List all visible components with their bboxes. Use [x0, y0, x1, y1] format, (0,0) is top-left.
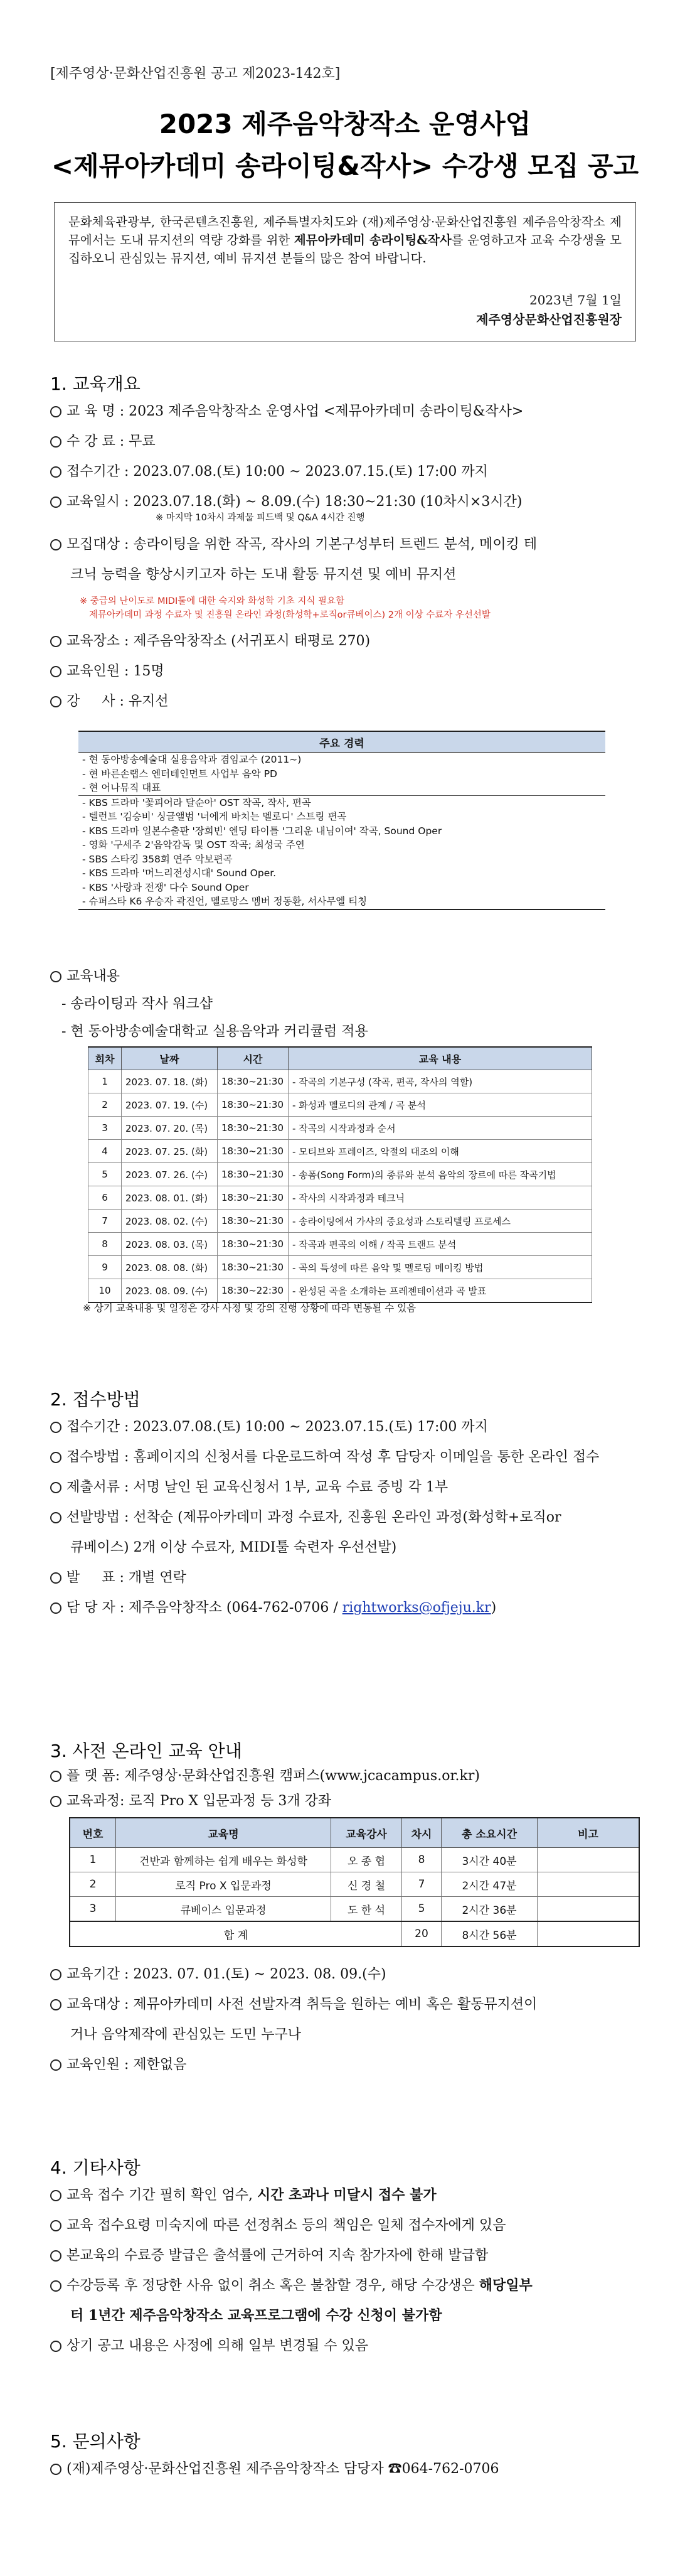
s3-count: 교육인원 : 제한없음: [50, 2054, 186, 2073]
s1-target-note-1: ※ 중급의 난이도로 MIDI툴에 대한 숙지와 화성학 기초 지식 필요함: [80, 596, 345, 606]
bullet-circle-icon: [50, 636, 61, 647]
bullet-circle-icon: [50, 666, 61, 677]
online-col-remark: 비고: [538, 1818, 640, 1848]
s1-target-cont: 크닉 능력을 향상시키고자 하는 도내 활동 뮤지션 및 예비 뮤지션: [70, 567, 457, 582]
table-row: 10 2023. 08. 09. (수) 18:30~22:30 - 완성된 곡을 소개하는 프레젠테이션과 곡 발표: [88, 1279, 592, 1303]
career-header: 주요 경력: [78, 731, 605, 753]
career-item: - 영화 '구세주 2'음악감독 및 OST 작곡; 최성국 주연: [82, 839, 305, 851]
s1-apply-period: 접수기간 : 2023.07.08.(토) 10:00 ~ 2023.07.15.(토) 17:00 까지: [50, 461, 488, 480]
section-3-heading: 3. 사전 온라인 교육 안내: [50, 1741, 242, 1761]
career-item: - KBS 드라마 '머느리전성시대' Sound Oper.: [82, 867, 277, 879]
table-row: 6 2023. 08. 01. (화) 18:30~21:30 - 작사의 시작과정과 테크닉: [88, 1186, 592, 1210]
table-row: 9 2023. 08. 08. (화) 18:30~21:30 - 곡의 특성에 따른 음악 및 멜로딩 메이킹 방법: [88, 1256, 592, 1279]
s2-contact: 담 당 자 : 제주음악창작소 (064-762-0706 / rightworks@ofjeju.kr): [50, 1597, 496, 1616]
career-item: - SBS 스타킹 358회 연주 악보편곡: [82, 853, 233, 865]
intro-org: 제주영상문화산업진흥원장: [476, 312, 622, 327]
bullet-circle-icon: [50, 1796, 61, 1807]
table-row: 1 2023. 07. 18. (화) 18:30~21:30 - 작곡의 기본구성 (작곡, 편곡, 작사의 역할): [88, 1070, 592, 1093]
s4-item-4-cont: 터 1년간 제주음악창작소 교육프로그램에 수강 신청이 불가함: [70, 2307, 442, 2324]
bullet-circle-icon: [50, 2190, 61, 2201]
section-2-heading: 2. 접수방법: [50, 1389, 141, 1410]
bullet-circle-icon: [50, 2250, 61, 2262]
sched-col-time: 시간: [218, 1047, 289, 1070]
s1-content-2: - 현 동아방송예술대학교 실용음악과 커리큘럼 적용: [61, 1024, 368, 1039]
bullet-circle-icon: [50, 466, 61, 478]
career-item: - 현 동아방송예술대 실용음악과 겸임교수 (2011~): [82, 754, 302, 765]
career-item: - 텔런트 '김승비' 싱글앨범 '너에게 바치는 멜로디' 스트링 편곡: [82, 811, 347, 822]
s2-select: 선발방법 : 선착순 (제뮤아카데미 과정 수료자, 진흥원 온라인 과정(화성학+로직or: [50, 1506, 561, 1526]
s1-place: 교육장소 : 제주음악창작소 (서귀포시 태평로 270): [50, 630, 370, 650]
s1-fee: 수 강 료 : 무료: [50, 431, 156, 450]
career-item: - KBS 드라마 '꽃피어라 달순아' OST 작곡, 작사, 편곡: [82, 797, 311, 808]
s1-count: 교육인원 : 15명: [50, 660, 164, 680]
s3-target: 교육대상 : 제뮤아카데미 사전 선발자격 취득을 원하는 예비 혹은 활동뮤지션이: [50, 1994, 537, 2013]
s2-announce: 발 표 : 개별 연락: [50, 1567, 186, 1586]
page-title: 2023 제주음악창작소 운영사업: [159, 109, 531, 139]
page-subtitle: <제뮤아카데미 송라이팅&작사> 수강생 모집 공고: [51, 151, 639, 181]
s4-item-5: 상기 공고 내용은 사정에 의해 일부 변경될 수 있음: [50, 2335, 368, 2354]
online-col-no: 번호: [70, 1818, 116, 1848]
table-row: 2 로직 Pro X 입문과정 신 경 철 7 2시간 47분: [70, 1872, 639, 1897]
s1-schedule-note: ※ 마지막 10차시 과제물 피드백 및 Q&A 4시간 진행: [156, 513, 365, 523]
online-col-teacher: 교육강사: [331, 1818, 402, 1848]
section-4-heading: 4. 기타사항: [50, 2157, 141, 2178]
bullet-circle-icon: [50, 539, 61, 550]
career-item: - 현 어나뮤직 대표: [78, 781, 605, 795]
schedule-note: ※ 상기 교육내용 및 일정은 강사 사정 및 강의 진행 상황에 따라 변동될 수 있음: [83, 1302, 417, 1314]
bullet-circle-icon: [50, 2280, 61, 2292]
s1-target-note-2: 제뮤아카데미 과정 수료자 및 진흥원 온라인 과정(화성학+로직or큐베이스) 2개 이상 수료자 우선선발: [89, 610, 491, 620]
s3-period: 교육기간 : 2023. 07. 01.(토) ~ 2023. 08. 09.(수): [50, 1963, 386, 1983]
intro-box: [54, 202, 636, 341]
intro-signature: [476, 291, 622, 330]
notice-number: [제주영상·문화산업진흥원 공고 제2023-142호]: [50, 66, 341, 82]
section-5-heading: 5. 문의사항: [50, 2431, 141, 2452]
section-1-heading: 1. 교육개요: [50, 373, 141, 394]
table-row: 1 건반과 함께하는 쉽게 배우는 화성학 오 종 협 8 3시간 40분: [70, 1848, 639, 1872]
s3-target-cont: 거나 음악제작에 관심있는 도민 누구나: [70, 2027, 302, 2042]
bullet-circle-icon: [50, 1969, 61, 1980]
sched-col-round: 회차: [88, 1047, 122, 1070]
bullet-circle-icon: [50, 1771, 61, 1782]
table-row: 2 2023. 07. 19. (수) 18:30~21:30 - 화성과 멜로디의 관계 / 곡 분석: [88, 1093, 592, 1117]
bullet-circle-icon: [50, 2220, 61, 2231]
s1-content: 교육내용: [50, 965, 120, 985]
table-row: 7 2023. 08. 02. (수) 18:30~21:30 - 송라이팅에서 가사의 중요성과 스토리텔링 프로세스: [88, 1210, 592, 1233]
table-row: 5 2023. 07. 26. (수) 18:30~21:30 - 송폼(Song Form)의 종류와 분석 음악의 장르에 따른 작곡기법: [88, 1163, 592, 1186]
s2-select-cont: 큐베이스) 2개 이상 수료자, MIDI툴 숙련자 우선선발): [70, 1540, 397, 1555]
career-item: - 슈퍼스타 K6 우승자 곽진언, 멜로망스 멤버 정동환, 서사무엘 티칭: [78, 894, 605, 910]
bullet-circle-icon: [50, 496, 61, 508]
table-row: 3 큐베이스 입문과정 도 한 석 5 2시간 36분: [70, 1897, 639, 1922]
intro-program-name: 제뮤아카데미 송라이팅&작사: [294, 233, 452, 247]
s2-method: 접수방법 : 홈페이지의 신청서를 다운로드하여 작성 후 담당자 이메일을 통한 온라인 접수: [50, 1446, 599, 1466]
intro-text: 문화체육관광부, 한국콘텐츠진흥원, 제주특별자치도와 (재)제주영상·문화산업진흥원 제주음악창작소 제뮤에서는 도내 뮤지션의 역량 강화를 위한 제뮤아카데미 송라이팅&작사를 운영하고자 교육 수강생을 모집하오니 관심있는 뮤지션, 예비 뮤지션 분들의 많은 참여 바랍니다.: [68, 215, 622, 266]
bullet-circle-icon: [50, 971, 61, 982]
sched-col-date: 날짜: [122, 1047, 218, 1070]
s4-item-4: 수강등록 후 정당한 사유 없이 취소 혹은 불참할 경우, 해당 수강생은 해당일부: [50, 2275, 533, 2294]
schedule-table: [88, 1046, 592, 1303]
bullet-circle-icon: [50, 1572, 61, 1584]
contact-email-link[interactable]: rightworks@ofjeju.kr: [342, 1600, 491, 1616]
bullet-circle-icon: [50, 1512, 61, 1523]
bullet-circle-icon: [50, 436, 61, 448]
career-item: - KBS 드라마 일본수출판 '장희빈' 엔딩 타이틀 '그리운 내님이여' 작곡, Sound Oper: [82, 825, 442, 837]
bullet-circle-icon: [50, 696, 61, 707]
bullet-circle-icon: [50, 406, 61, 417]
bullet-circle-icon: [50, 1602, 61, 1614]
s2-period: 접수기간 : 2023.07.08.(토) 10:00 ~ 2023.07.15.(토) 17:00 까지: [50, 1416, 488, 1436]
bullet-circle-icon: [50, 2464, 61, 2475]
career-item: - 현 바른손랩스 엔터테인먼트 사업부 음악 PD: [82, 768, 277, 780]
table-total-row: 합 계 20 8시간 56분: [70, 1921, 639, 1946]
online-col-duration: 총 소요시간: [442, 1818, 538, 1848]
s1-instructor: 강 사 : 유지선: [50, 690, 169, 710]
s1-target: 모집대상 : 송라이팅을 위한 작곡, 작사의 기본구성부터 트렌드 분석, 메이킹 테: [50, 534, 537, 553]
table-row: 8 2023. 08. 03. (목) 18:30~21:30 - 작곡과 편곡의 이해 / 작곡 트랜드 분석: [88, 1233, 592, 1256]
bullet-circle-icon: [50, 1422, 61, 1433]
table-row: 3 2023. 07. 20. (목) 18:30~21:30 - 작곡의 시작과정과 순서: [88, 1117, 592, 1140]
career-item: - KBS '사랑과 전쟁' 다수 Sound Oper: [82, 881, 249, 893]
s4-item-2: 교육 접수요령 미숙지에 따른 선정취소 등의 책임은 일체 접수자에게 있음: [50, 2214, 506, 2234]
s4-item-1: 교육 접수 기간 필히 확인 엄수, 시간 초과나 미달시 접수 불가: [50, 2184, 437, 2204]
s5-contact: (재)제주영상·문화산업진흥원 제주음악창작소 담당자 ☎064-762-0706: [50, 2458, 499, 2477]
s1-name: 교 육 명 : 2023 제주음악창작소 운영사업 <제뮤아카데미 송라이팅&작사>: [50, 400, 523, 420]
bullet-circle-icon: [50, 1999, 61, 2010]
sched-col-content: 교육 내용: [289, 1047, 592, 1070]
s2-docs: 제출서류 : 서명 날인 된 교육신청서 1부, 교육 수료 증빙 각 1부: [50, 1476, 448, 1496]
bullet-circle-icon: [50, 1452, 61, 1463]
online-col-name: 교육명: [116, 1818, 331, 1848]
bullet-circle-icon: [50, 1482, 61, 1493]
instructor-career-table: [78, 731, 605, 910]
online-col-sessions: 차시: [402, 1818, 442, 1848]
s4-item-3: 본교육의 수료증 발급은 출석률에 근거하여 지속 참가자에 한해 발급함: [50, 2245, 488, 2264]
s1-content-1: - 송라이팅과 작사 워크샵: [61, 996, 213, 1012]
bullet-circle-icon: [50, 2341, 61, 2352]
intro-date: 2023년 7월 1일: [529, 292, 622, 308]
s3-platform: 플 랫 폼: 제주영상·문화산업진흥원 캠퍼스(www.jcacampus.or.kr): [50, 1765, 480, 1784]
table-row: 4 2023. 07. 25. (화) 18:30~21:30 - 모티브와 프레이즈, 악절의 대조의 이해: [88, 1140, 592, 1163]
bullet-circle-icon: [50, 2059, 61, 2071]
s3-course: 교육과정: 로직 Pro X 입문과정 등 3개 강좌: [50, 1790, 331, 1810]
online-course-table: [69, 1817, 640, 1947]
s1-schedule: 교육일시 : 2023.07.18.(화) ~ 8.09.(수) 18:30~21:30 (10차시×3시간): [50, 491, 522, 510]
